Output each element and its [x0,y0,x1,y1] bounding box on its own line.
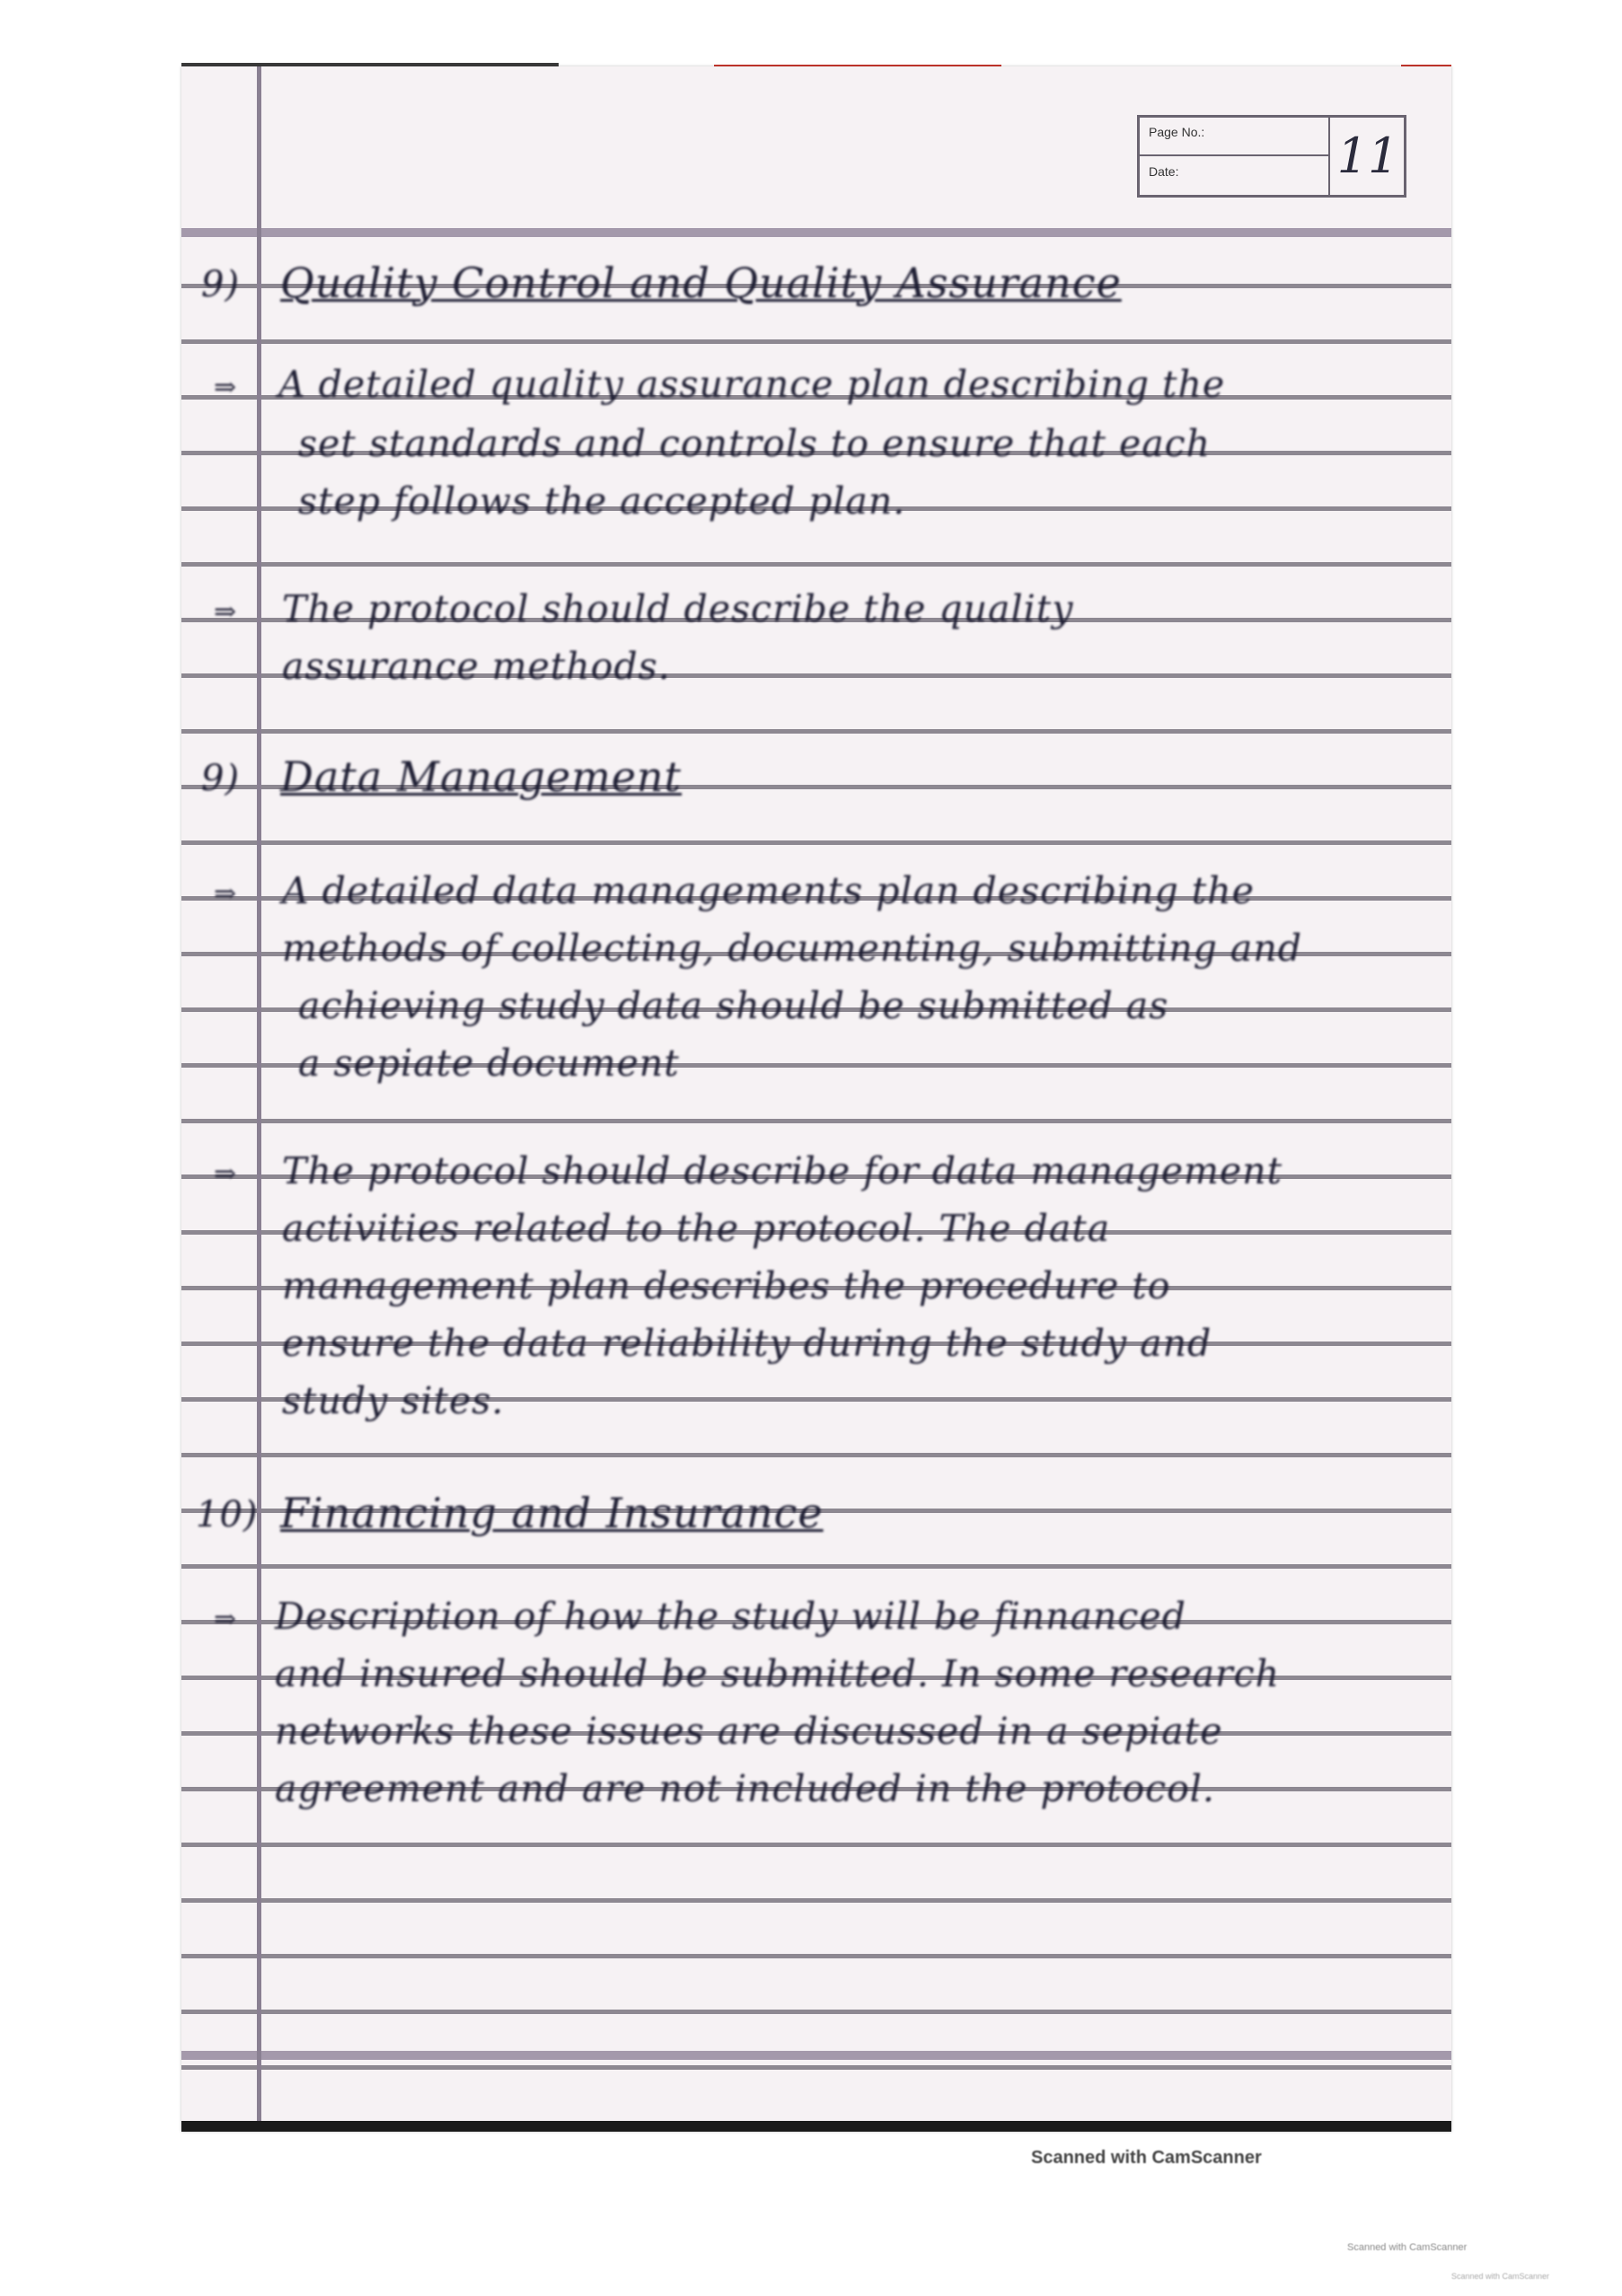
section-2-number: 9) [201,758,241,799]
bottom-shadow-band [181,2121,1451,2132]
ruled-line [181,840,1451,845]
scanned-with-label: Scanned with CamScanner [1031,2148,1262,2168]
section-3-para-1-bullet: ⇒ [214,1604,238,1635]
section-2-para-2-line-3: management plan describes the procedure to [282,1264,1171,1307]
ruled-line [181,1843,1451,1847]
section-1-para-2-bullet: ⇒ [214,596,238,628]
section-1-para-1-line-3: step follows the accepted plan. [298,479,906,523]
date-label: Date: [1149,164,1179,179]
notebook-page [181,66,1451,2132]
section-3-para-1-line-3: networks these issues are discussed in a sepiate [275,1710,1223,1753]
ruled-line [181,2010,1451,2014]
ruled-line [181,339,1451,344]
ruled-line [181,1954,1451,1958]
section-1-para-2-line-2: assurance methods. [282,645,671,688]
ruled-line [181,1453,1451,1457]
section-2-para-1-line-4: a sepiate document [298,1042,680,1085]
section-1-heading: Quality Control and Quality Assurance [280,259,1122,307]
page-no-label: Page No.: [1140,118,1328,156]
section-1-para-1-line-1: A detailed quality assurance plan describing the [278,363,1226,406]
section-1-para-1-line-2: set standards and controls to ensure that each [298,422,1212,465]
section-3-number: 10) [196,1494,259,1535]
section-1-para-2-line-1: The protocol should describe the quality [282,587,1074,630]
section-3-para-1-line-4: agreement and are not included in the protocol. [275,1767,1215,1810]
ruled-line [181,1119,1451,1123]
section-3-para-1-line-2: and insured should be submitted. In some research [275,1652,1281,1695]
ruled-line [181,228,1451,237]
ruled-line [181,729,1451,734]
section-2-heading: Data Management [280,752,683,801]
section-2-para-1-line-2: methods of collecting, documenting, submitting and [282,927,1302,970]
ruled-line [181,2065,1451,2070]
section-3-heading: Financing and Insurance [280,1489,824,1537]
section-2-para-1-bullet: ⇒ [214,878,238,910]
section-1-number: 9) [201,264,241,305]
section-2-para-2-bullet: ⇒ [214,1158,238,1190]
section-2-para-2-line-2: activities related to the protocol. The data [282,1207,1111,1250]
section-1-para-1-bullet: ⇒ [214,372,238,403]
page-number: 11 [1328,118,1406,195]
section-2-para-2-line-5: study sites. [282,1379,505,1422]
section-2-para-2-line-4: ensure the data reliability during the study and [282,1322,1212,1365]
ruled-line [181,2051,1451,2060]
ruled-line [181,1898,1451,1903]
section-2-para-1-line-1: A detailed data managements plan describing the [282,869,1255,912]
ruled-line [181,1564,1451,1569]
ruled-line [181,562,1451,567]
margin-line [257,66,261,2132]
section-2-para-1-line-3: achieving study data should be submitted as [298,984,1169,1027]
section-3-para-1-line-1: Description of how the study will be finnanced [275,1595,1186,1638]
section-2-para-2-line-1: The protocol should describe for data management [282,1149,1283,1192]
corner-watermark-1: Scanned with CamScanner [1347,2242,1468,2253]
page-number-box [1137,115,1406,198]
corner-watermark-2: Scanned with CamScanner [1451,2272,1550,2281]
